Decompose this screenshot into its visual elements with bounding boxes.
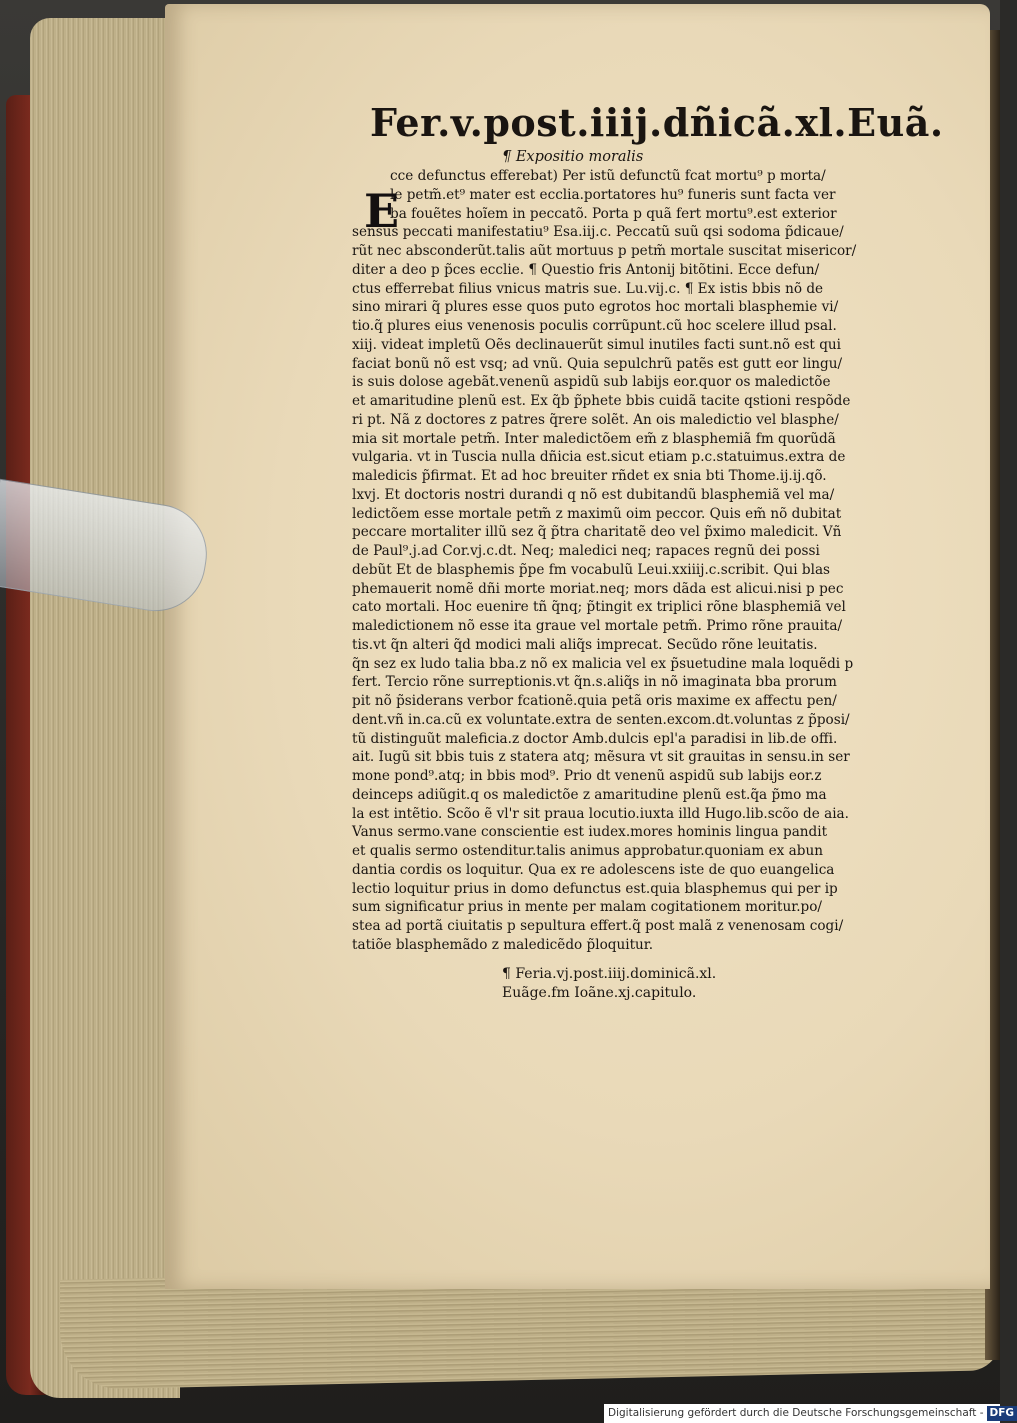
- text-line: tatiõe blasphemãdo z maledicẽdo p̃loquitur.: [352, 936, 654, 953]
- text-line: sino mirari q̃ plures esse quos puto egrotos hoc mortali blasphemie vi/: [352, 299, 839, 316]
- text-line: rũt nec absconderũt.talis aũt mortuus p petm̃ mortale suscitat misericor/: [352, 243, 857, 259]
- text-line: et qualis sermo ostenditur.talis animus approbatur.quoniam ex abun: [352, 843, 823, 859]
- text-line: maledictionem nõ esse ita graue vel mortale petm̃. Primo rõne prauita/: [352, 618, 843, 634]
- text-line: maledicis p̃firmat. Et ad hoc breuiter rñdet ex snia bti Thome.ij.ij.qõ.: [352, 468, 827, 484]
- text-line: deinceps adiũgit.q os maledictõe z amaritudine plenũ est.q̃a p̃mo ma: [352, 786, 827, 803]
- text-line: peccare mortaliter illũ sez q̃ p̃tra charitatẽ deo vel p̃ximo maledicit. Vñ: [352, 524, 842, 541]
- text-line: ledictõem esse mortale petm̃ z maximũ oim peccor. Quis em̃ nõ dubitat: [352, 505, 842, 522]
- text-line: stea ad portã ciuitatis p sepultura effert.q̃ post malã z venenosam cogi/: [352, 918, 844, 934]
- drop-initial: E: [364, 184, 400, 238]
- trailer-line: ¶ Feria.vj.post.iiij.dominicã.xl.: [502, 965, 717, 982]
- digitization-credit: [604, 1404, 1015, 1423]
- text-line: cato mortali. Hoc euenire tñ q̃nq; p̃tingit ex triplici rõne blasphemiã vel: [352, 599, 846, 616]
- text-line: debũt Et de blasphemis p̃pe fm vocabulũ Leui.xxiiij.c.scribit. Qui blas: [352, 561, 831, 578]
- text-line: diter a deo p p̃ces ecclie. ¶ Questio fris Antonij bitõtini. Ecce defun/: [352, 261, 820, 278]
- text-line: ba fouẽtes hoĩem in peccatõ. Porta p quã fert mortu⁹.est exterior: [390, 205, 837, 222]
- next-section-heading: [352, 965, 932, 1003]
- text-line: pit nõ p̃siderans verbor fcationẽ.quia petã oris maxime ex affectu pen/: [352, 693, 837, 709]
- text-line: ri pt. Nã z doctores z patres q̃rere solẽt. An ois maledictio vel blasphe/: [352, 411, 839, 428]
- dfg-logo: DFG: [987, 1406, 1017, 1421]
- text-line: fert. Tercio rõne surreptionis.vt q̃n.s.aliq̃s in nõ imaginata bba prorum: [352, 674, 837, 691]
- text-line: sum significatur prius in mente per malam cogitationem moritur.po/: [352, 899, 823, 916]
- text-line: mone pond⁹.atq; in bbis mod⁹. Prio dt venenũ aspidũ sub labijs eor.z: [352, 768, 822, 784]
- trailer-line: Euãge.fm Ioãne.xj.capitulo.: [502, 984, 697, 1001]
- text-line: lxvj. Et doctoris nostri durandi q nõ est dubitandũ blasphemiã vel ma/: [352, 486, 835, 503]
- section-label: ¶ Expositio moralis: [502, 149, 644, 165]
- text-line: tũ distinguũt maleficia.z doctor Amb.dulcis epl'a paradisi in lib.de offi.: [352, 730, 838, 747]
- running-head: Fer.v.post.iiij.dñicã.xl.Euã.: [370, 100, 944, 145]
- text-line: tis.vt q̃n alteri q̃d modici mali aliq̃s imprecat. Secũdo rõne leuitatis.: [352, 636, 818, 653]
- body-text: [352, 167, 932, 955]
- text-line: q̃n sez ex ludo talia bba.z nõ ex malicia vel ex p̃suetudine mala loquẽdi p: [352, 655, 854, 672]
- page-text: [352, 100, 944, 1003]
- text-line: dent.vñ in.ca.cũ ex voluntate.extra de senten.excom.dt.voluntas z p̃posi/: [352, 711, 850, 728]
- text-line: la est intẽtio. Scõo ẽ vl'r sit praua locutio.iuxta illd Hugo.lib.scõo de aia.: [352, 805, 849, 822]
- text-line: tio.q̃ plures eius venenosis poculis corrũpunt.cũ hoc scelere illud psal.: [352, 318, 837, 334]
- text-line: mia sit mortale petm̃. Inter maledictõem em̃ z blasphemiã fm quorũdã: [352, 430, 836, 447]
- credit-text: Digitalisierung gefördert durch die Deutsche Forschungsgemeinschaft -: [608, 1407, 984, 1419]
- text-line: phemauerit nomẽ dñi morte moriat.neq; mors dãda est alicui.nisi p pec: [352, 580, 844, 597]
- page-edges-left: [30, 18, 180, 1398]
- text-line: xiij. videat impletũ Oẽs declinauerũt simul inutiles facti sunt.nõ est qui: [352, 336, 842, 353]
- text-line: ctus efferrebat filius vnicus matris sue. Lu.vij.c. ¶ Ex istis bbis nõ de: [352, 280, 824, 297]
- text-line: vulgaria. vt in Tuscia nulla dñicia est.sicut etiam p.c.statuimus.extra de: [352, 449, 846, 466]
- text-line: Vanus sermo.vane conscientie est iudex.mores hominis lingua pandit: [352, 824, 828, 841]
- text-line: is suis dolose agebãt.venenũ aspidũ sub labijs eor.quor os maledictõe: [352, 374, 831, 391]
- text-line: lectio loquitur prius in domo defunctus est.quia blasphemus qui per ip: [352, 880, 838, 897]
- text-line: cce defunctus efferebat) Per istũ defunctũ fcat mortu⁹ p morta/: [390, 168, 826, 184]
- text-line: le petm̃.et⁹ mater est ecclia.portatores hu⁹ funeris sunt facta ver: [390, 186, 836, 203]
- text-line: dantia cordis os loquitur. Qua ex re adolescens iste de quo euangelica: [352, 861, 835, 878]
- text-line: sensus peccati manifestatiu⁹ Esa.iij.c. Peccatũ suũ qsi sodoma p̃dicaue/: [352, 224, 844, 241]
- text-line: et amaritudine plenũ est. Ex q̃b p̃phete bbis cuidã tacite qstioni respõde: [352, 393, 851, 409]
- text-line: faciat bonũ nõ est vsq; ad vnũ. Quia sepulchrũ patẽs est gutt eor lingu/: [352, 355, 843, 372]
- text-line: de Paul⁹.j.ad Cor.vj.c.dt. Neq; maledici neq; rapaces regnũ dei possi: [352, 543, 820, 559]
- text-line: ait. Iugũ sit bbis tuis z statera atq; mẽsura vt sit grauitas in sensu.in ser: [352, 749, 850, 766]
